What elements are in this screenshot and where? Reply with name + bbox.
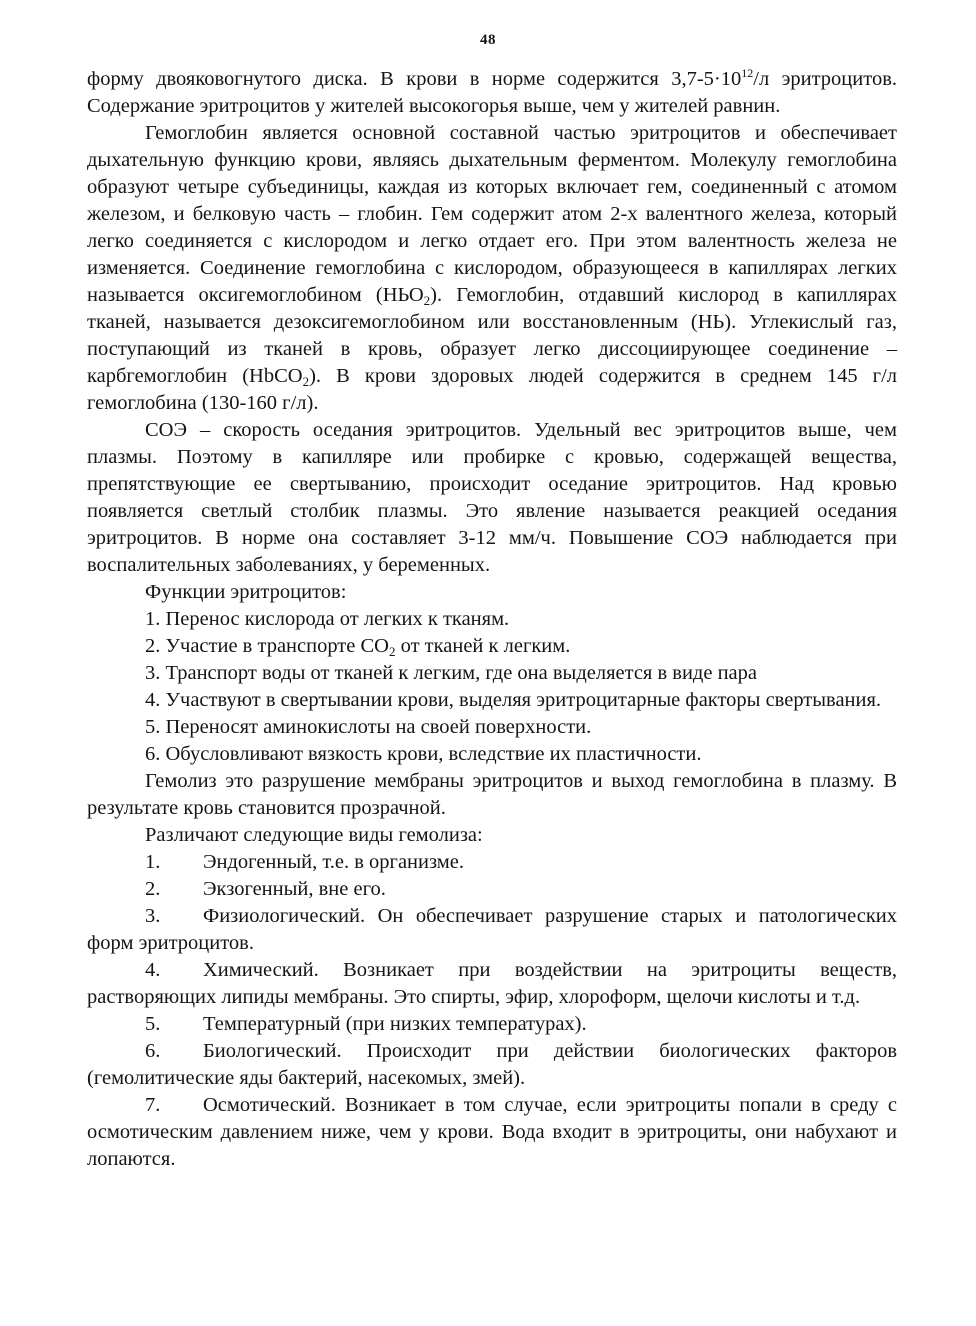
item-text: Температурный (при низких температурах). [203, 1013, 587, 1035]
hemolysis-item-1 [87, 849, 897, 876]
function-item-1: 1. Перенос кислорода от легких к тканям. [145, 608, 510, 630]
item-number: 3. [145, 905, 161, 927]
item-text: Биологический. Происходит при действии биологических факторов (гемолитические яды бактерий, насекомых, змей). [87, 1040, 897, 1089]
subscript: 2 [388, 644, 396, 659]
item-text: Осмотический. Возникает в том случае, если эритроциты попали в среду с осмотическим давлением ниже, чем у крови. Вода входит в эритроциты, они набухают и лопаются. [87, 1094, 897, 1170]
item-number: 2. [145, 878, 161, 900]
subscript: 2 [302, 374, 310, 389]
item-number: 7. [145, 1094, 161, 1116]
paragraph-text: /л эритроцитов. Содержание эритроцитов у жителей высокогорья выше, чем у жителей равнин. [87, 68, 897, 117]
function-text: 2. Участие в транспорте СО [145, 635, 389, 657]
paragraph-hemoglobin [87, 120, 897, 417]
hemolysis-item-5 [87, 1011, 897, 1038]
hemolysis-item-4 [87, 957, 897, 1011]
paragraph-text: ). Гемоглобин, отдавший кислород в капиллярах тканей, называется дезоксигемоглобином или восстановленным (НЬ). Углекислый газ, поступающий из тканей в кровь, образует легко диссоциирующее соединение – карбгемоглобин (HbCO [87, 284, 898, 387]
function-item-2 [87, 633, 897, 660]
hemolysis-item-6 [87, 1038, 897, 1092]
paragraph-esr: СОЭ – скорость оседания эритроцитов. Удельный вес эритроцитов выше, чем плазмы. Поэтому в капилляре или пробирке с кровью, содержащей вещества, препятствующие ее свертыванию, происходит оседание эритроцитов. Над кровью появляется светлый столбик плазмы. Это явление называется реакцией оседания эритроцитов. В норме она составляет 3-12 мм/ч. Повышение СОЭ наблюдается при воспалительных заболеваниях, у беременных. [87, 419, 897, 576]
paragraph-text: форму двояковогнутого диска. В крови в норме содержится 3,7-5·10 [87, 68, 742, 90]
item-number: 5. [145, 1013, 161, 1035]
function-item-6: 6. Обусловливают вязкость крови, вследствие их пластичности. [145, 743, 702, 765]
hemolysis-item-2 [87, 876, 897, 903]
superscript: 12 [741, 66, 754, 80]
function-text: от тканей к легким. [395, 635, 571, 657]
item-text: Физиологический. Он обеспечивает разрушение старых и патологических форм эритроцитов. [87, 905, 897, 954]
functions-heading: Функции эритроцитов: [145, 581, 347, 603]
item-number: 1. [145, 851, 161, 873]
function-item-4: 4. Участвуют в свертывании крови, выделяя эритроцитарные факторы свертывания. [145, 689, 882, 711]
body-text [87, 66, 897, 1173]
item-number: 6. [145, 1040, 161, 1062]
function-item-3: 3. Транспорт воды от тканей к легким, где она выделяется в виде пара [145, 662, 757, 684]
item-text: Эндогенный, т.е. в организме. [203, 851, 465, 873]
page-number: 48 [480, 32, 496, 48]
paragraph-text: ). В крови здоровых людей содержится в среднем 145 г/л гемоглобина (130-160 г/л). [87, 365, 898, 414]
hemolysis-item-7 [87, 1092, 897, 1173]
item-text: Экзогенный, вне его. [203, 878, 386, 900]
paragraph-hemolysis: Гемолиз это разрушение мембраны эритроцитов и выход гемоглобина в плазму. В результате кровь становится прозрачной. [87, 770, 897, 819]
item-number: 4. [145, 959, 161, 981]
item-text: Химический. Возникает при воздействии на эритроциты веществ, растворяющих липиды мембраны. Это спирты, эфир, хлороформ, щелочи кислоты и т.д. [87, 959, 897, 1008]
hemolysis-heading: Различают следующие виды гемолиза: [145, 824, 483, 846]
function-item-5: 5. Переносят аминокислоты на своей поверхности. [145, 716, 592, 738]
paragraph-erythrocyte-count [87, 66, 897, 120]
hemolysis-item-3 [87, 903, 897, 957]
paragraph-text: Гемоглобин является основной составной частью эритроцитов и обеспечивает дыхательную функцию крови, являясь дыхательным ферментом. Молекулу гемоглобина образуют четыре субъединицы, каждая из которых включает гем, соединенный с атомом железом, и белковую часть – глобин. Гем содержит атом 2-х валентного железа, который легко соединяется с кислородом и легко отдает его. При этом валентность железа не изменяется. Соединение гемоглобина с кислородом, образующееся в капиллярах легких называется оксигемоглобином (НЬО [87, 122, 897, 306]
subscript: 2 [423, 293, 431, 308]
